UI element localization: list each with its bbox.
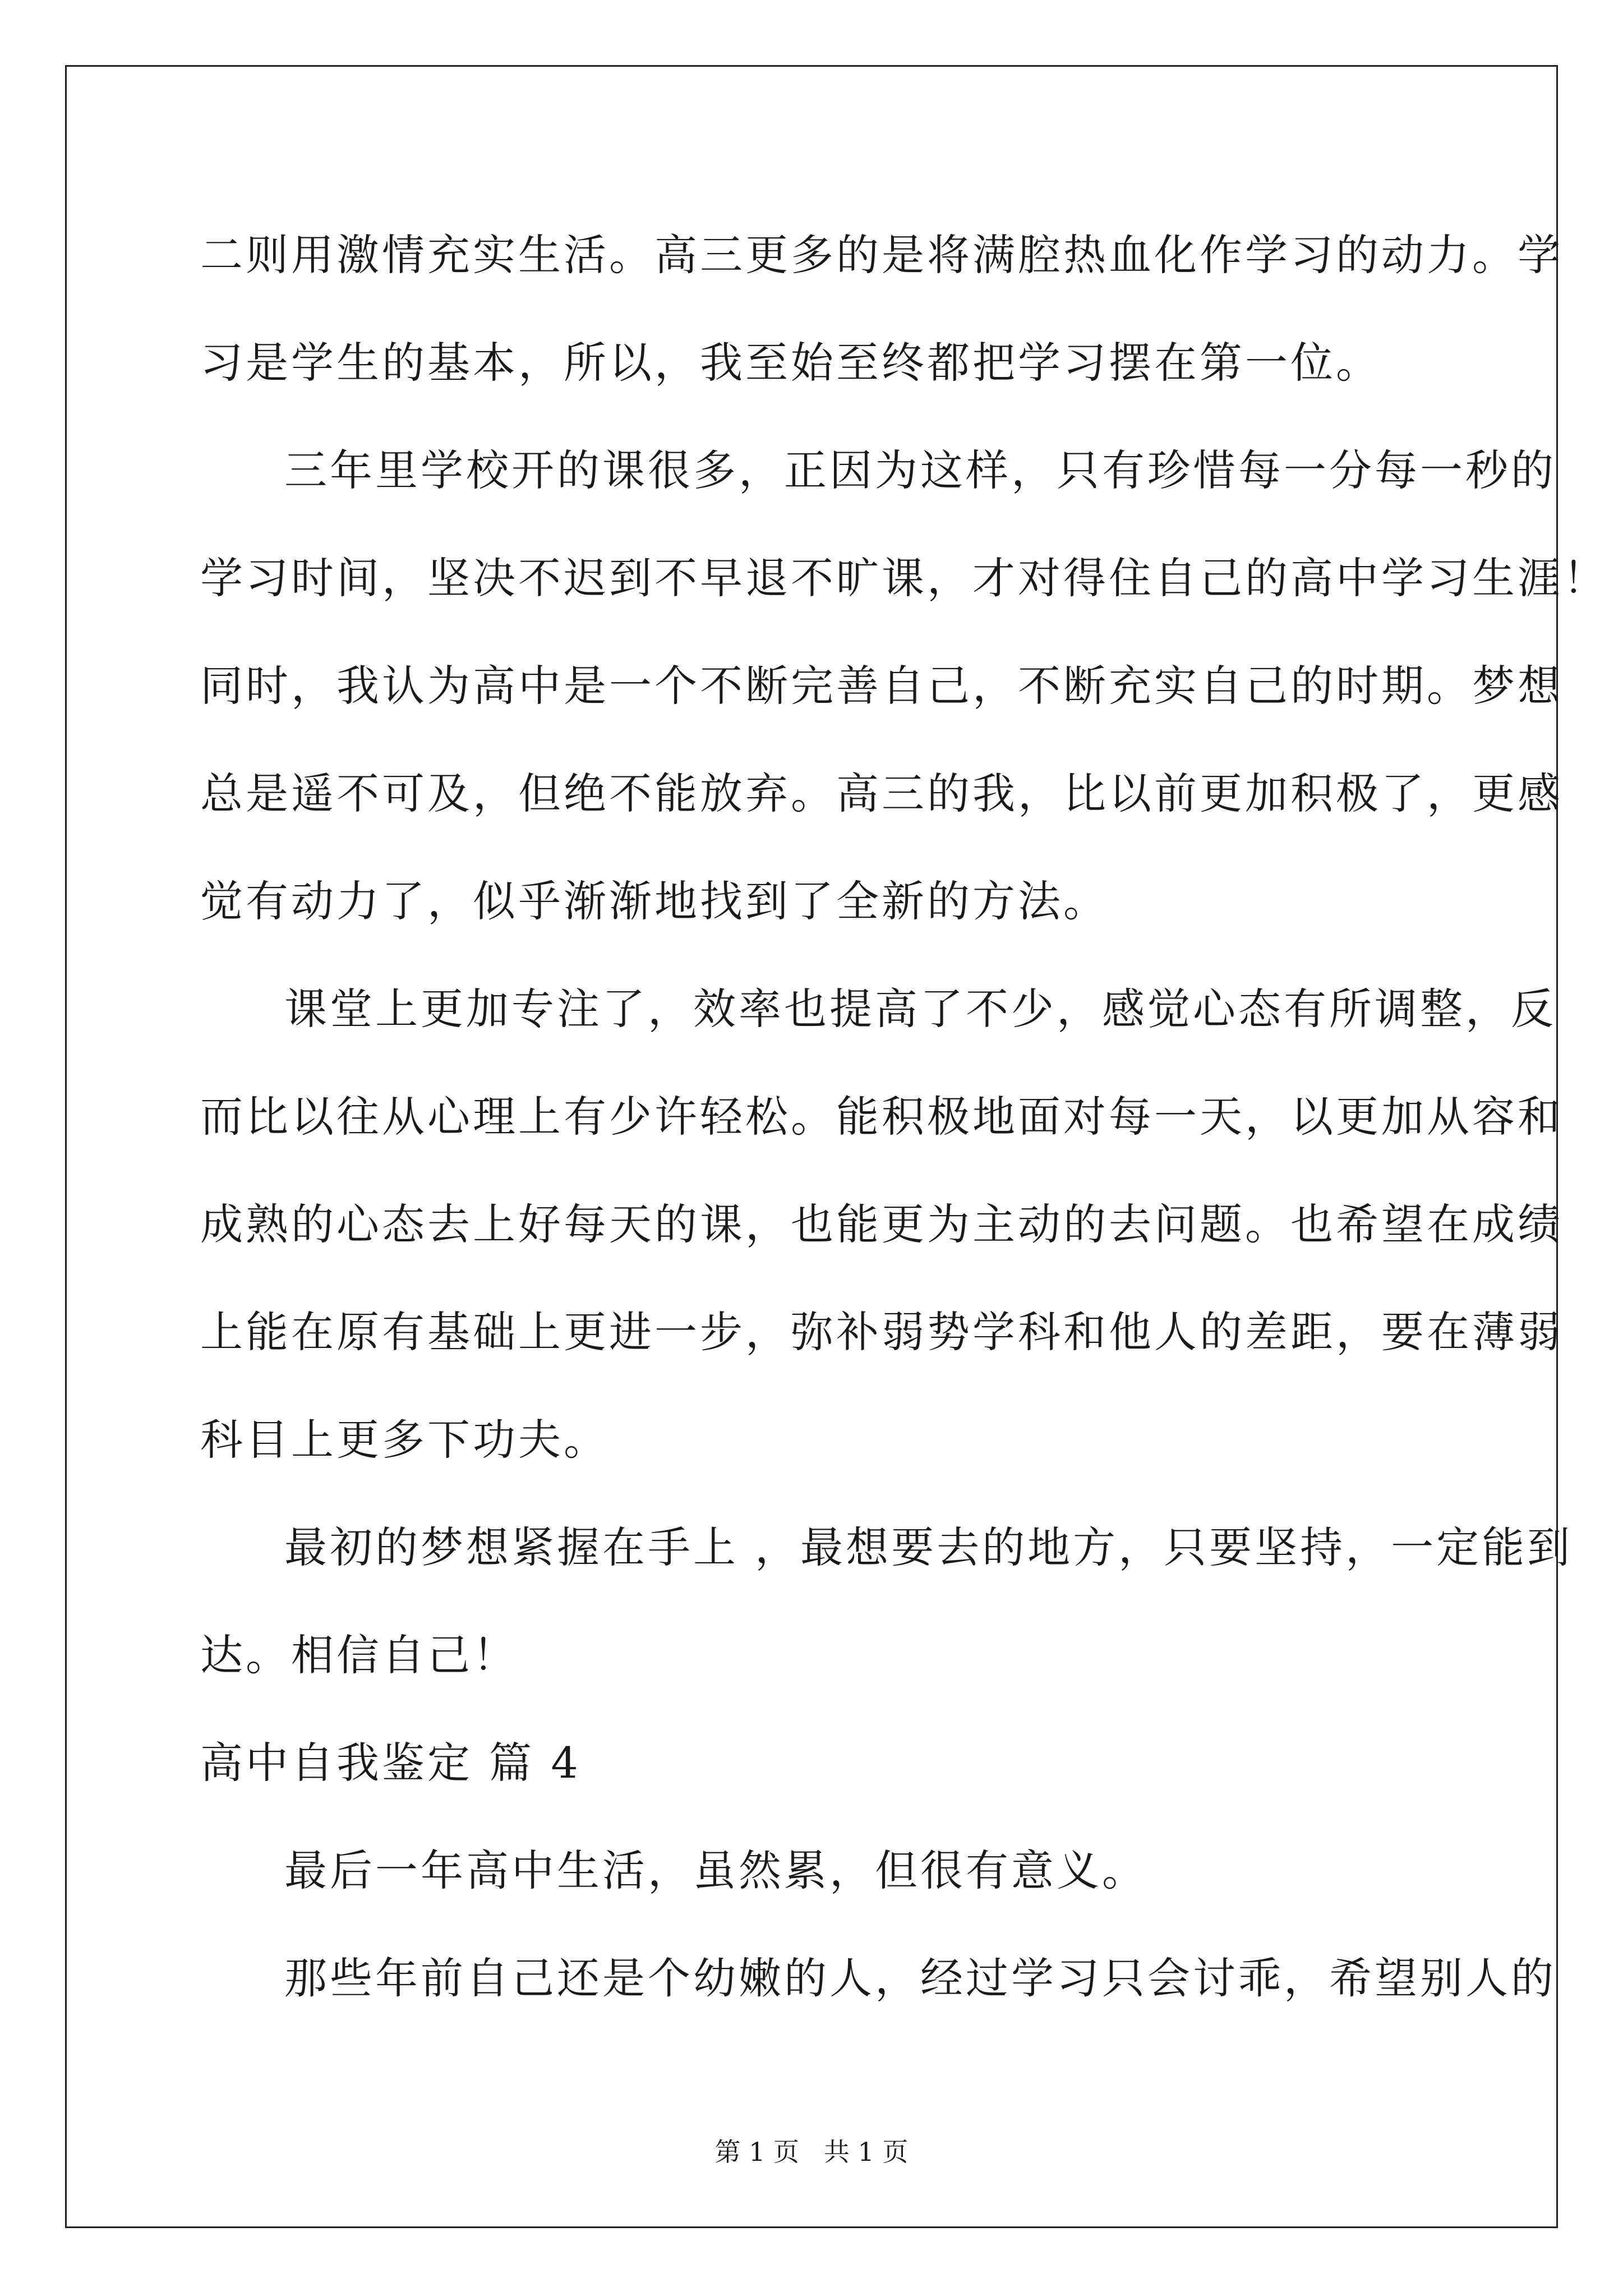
page-footer: 第 1 页 共 1 页 (714, 2137, 909, 2167)
text-line: 总是遥不可及，但绝不能放弃。高三的我，比以前更加积极了，更感 (200, 769, 1563, 818)
text-line: 成熟的心态去上好每天的课，也能更为主动的去问题。也希望在成绩 (200, 1199, 1563, 1249)
text-line: 最后一年高中生活，虽然累，但很有意义。 (284, 1846, 1147, 1895)
text-line: 二则用激情充实生活。高三更多的是将满腔热血化作学习的动力。学 (200, 230, 1563, 280)
section-heading: 高中自我鉴定 篇 4 (200, 1738, 581, 1788)
text-line: 上能在原有基础上更进一步，弥补弱势学科和他人的差距，要在薄弱 (200, 1307, 1563, 1357)
text-line: 科目上更多下功夫。 (200, 1415, 609, 1465)
text-line: 最初的梦想紧握在手上 ，最想要去的地方，只要坚持，一定能到 (284, 1522, 1573, 1572)
text-line: 三年里学校开的课很多，正因为这样，只有珍惜每一分每一秒的 (284, 445, 1556, 495)
text-line: 学习时间，坚决不迟到不早退不旷课，才对得住自己的高中学习生涯！ (200, 553, 1608, 603)
text-line: 课堂上更加专注了，效率也提高了不少，感觉心态有所调整，反 (284, 984, 1556, 1034)
text-line: 觉有动力了，似乎渐渐地找到了全新的方法。 (200, 876, 1109, 926)
text-line: 习是学生的基本，所以，我至始至终都把学习摆在第一位。 (200, 338, 1381, 388)
text-line: 那些年前自己还是个幼嫩的人，经过学习只会讨乖，希望别人的 (284, 1953, 1556, 2003)
document-body (200, 213, 1608, 2044)
text-line: 而比以往从心理上有少许轻松。能积极地面对每一天，以更加从容和 (200, 1092, 1563, 1142)
text-line: 同时，我认为高中是一个不断完善自己，不断充实自己的时期。梦想 (200, 661, 1563, 711)
text-line: 达。相信自己！ (200, 1630, 518, 1680)
